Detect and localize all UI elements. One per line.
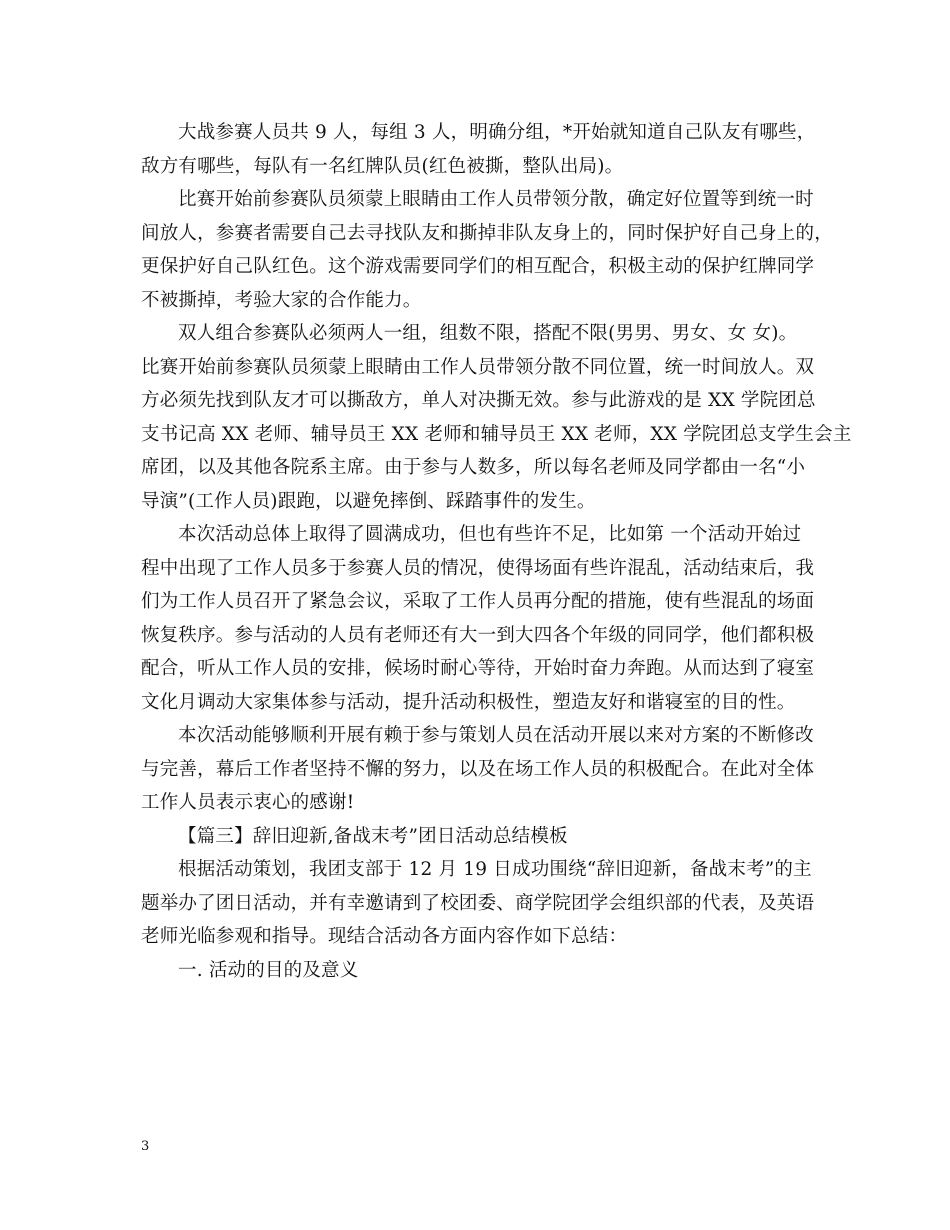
text-line: 方必须先找到队友才可以撕敌方，单人对决撕无效。参与此游戏的是 XX 学院团总 (141, 390, 816, 411)
subsection-heading: 一. 活动的目的及意义 (178, 959, 359, 981)
text-line: 敌方有哪些，每队有一名红牌队员(红色被撕，整队出局)。 (141, 155, 624, 177)
text-line: 席团，以及其他各院系主席。由于参与人数多，所以每名老师及同学都由一名“小 (141, 457, 806, 478)
text-line: 双人组合参赛队必须两人一组，组数不限，搭配不限(男男、男女、女 女)。 (178, 323, 798, 344)
text-line: 文化月调动大家集体参与活动，提升活动积极性，塑造友好和谐寝室的目的性。 (141, 691, 796, 713)
text-line: 导演”(工作人员)跟跑，以避免摔倒、踩踏事件的发生。 (141, 490, 596, 512)
text-line: 大战参赛人员共 9 人，每组 3 人，明确分组，*开始就知道自己队友有哪些， (178, 122, 816, 143)
text-line: 配合，听从工作人员的安排，候场时耐心等待，开始时奋力奔跑。从而达到了寝室 (141, 658, 815, 679)
text-line: 本次活动总体上取得了圆满成功，但也有些许不足，比如第 一个活动开始过 (178, 524, 802, 545)
section-heading: 【篇三】辞旧迎新,备战末考”团日活动总结模板 (178, 825, 568, 847)
text-line: 程中出现了工作人员多于参赛人员的情况，使得场面有些许混乱，活动结束后，我 (141, 557, 815, 579)
text-line: 支书记高 XX 老师、辅导员王 XX 老师和辅导员王 XX 老师，XX 学院团总支学生会主 (141, 423, 852, 445)
text-line: 比赛开始前参赛队员须蒙上眼睛由工作人员带领分散，确定好位置等到统一时 (178, 189, 814, 210)
text-line: 更保护好自己队红色。这个游戏需要同学们的相互配合，积极主动的保护红牌同学 (141, 256, 815, 277)
text-line: 老师光临参观和指导。现结合活动各方面内容作如下总结： (141, 926, 628, 947)
document-body (141, 116, 852, 987)
text-line: 间放人，参赛者需要自己去寻找队友和撕掉非队友身上的，同时保护好自己身上的， (141, 222, 833, 244)
text-line: 工作人员表示衷心的感谢! (141, 792, 355, 813)
page-number: 3 (141, 1139, 150, 1154)
text-line: 不被撕掉，考验大家的合作能力。 (141, 289, 422, 311)
text-line: 与完善，幕后工作者坚持不懈的努力，以及在场工作人员的积极配合。在此对全体 (141, 758, 815, 780)
text-line: 本次活动能够顺利开展有赖于参与策划人员在活动开展以来对方案的不断修改 (178, 725, 814, 746)
text-line: 题举办了团日活动，并有幸邀请到了校团委、商学院团学会组织部的代表，及英语 (141, 892, 815, 914)
text-line: 比赛开始前参赛队员须蒙上眼睛由工作人员带领分散不同位置，统一时间放人。双 (141, 356, 815, 378)
text-line: 根据活动策划，我团支部于 12 月 19 日成功围绕“辞旧迎新，备战末考”的主 (178, 859, 812, 880)
text-line: 们为工作人员召开了紧急会议，采取了工作人员再分配的措施，使有些混乱的场面 (141, 591, 815, 612)
text-line: 恢复秩序。参与活动的人员有老师还有大一到大四各个年级的同同学，他们都积极 (141, 624, 815, 646)
